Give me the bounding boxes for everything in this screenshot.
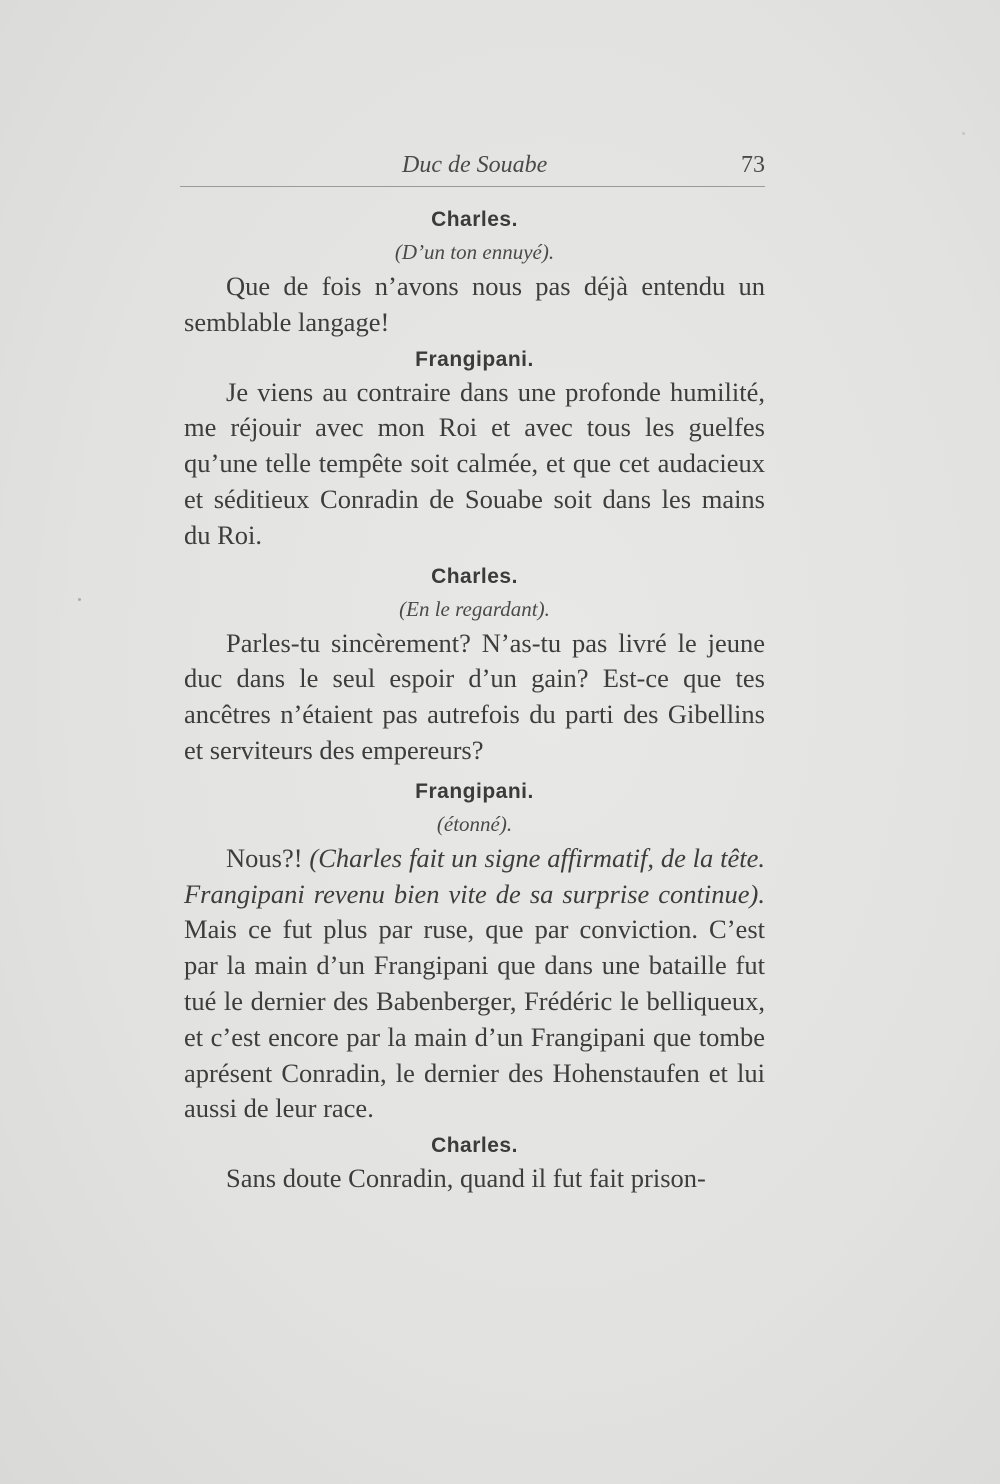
text-block (184, 205, 765, 1197)
inline-stage-direction: (Charles fait un signe affirmatif, de la tête. Frangipani revenu bien vite de sa surprise continue). (184, 842, 765, 909)
stage-direction: (En le regardant). (399, 596, 550, 621)
page-number: 73 (741, 152, 765, 178)
paper-speck (962, 132, 965, 135)
dialogue-paragraph: Je viens au contraire dans une profonde humilité, me réjouir avec mon Roi et avec tous les guelfes qu’une telle tempête soit calmée, et que cet audacieux et séditieux Conradin de Souabe soit dans les mains du Roi. (184, 376, 765, 550)
dialogue-paragraph: Parles-tu sincèrement? N’as-tu pas livré le jeune duc dans le seul espoir d’un gain? Est-ce que tes ancêtres n’étaient pas autrefois du parti des Gibellins et serviteurs des empereurs? (184, 627, 765, 765)
speaker-name: Charles. (431, 564, 518, 588)
speaker-name: Charles. (431, 208, 518, 231)
dialogue-paragraph (184, 841, 765, 1127)
dialogue-text: Mais ce fut plus par ruse, que par conviction. C’est par la main d’un Frangipani que dans une bataille fut tué le dernier des Babenberger, Frédéric le belliqueux, et c’est encore par la main d’un Frangipani que tombe aprésent Conradin, le dernier des Hohenstaufen et lui aussi de leur race. (184, 914, 765, 1124)
dialogue-paragraph: Que de fois n’avons nous pas déjà entendu un semblable langage! (184, 271, 765, 337)
header-rule (180, 186, 765, 187)
paper-speck (78, 598, 81, 601)
speaker-name: Charles. (431, 1134, 518, 1158)
speaker-name: Frangipani. (415, 347, 534, 371)
running-title: Duc de Souabe (402, 152, 548, 178)
speaker-name: Frangipani. (415, 779, 534, 803)
stage-direction: (étonné). (436, 811, 513, 836)
dialogue-paragraph: Sans doute Conradin, quand il fut fait prison- (226, 1163, 706, 1194)
dialogue-text: Nous?! (226, 842, 310, 873)
stage-direction: (D’un ton ennuyé). (394, 240, 555, 264)
page-header (180, 150, 765, 190)
